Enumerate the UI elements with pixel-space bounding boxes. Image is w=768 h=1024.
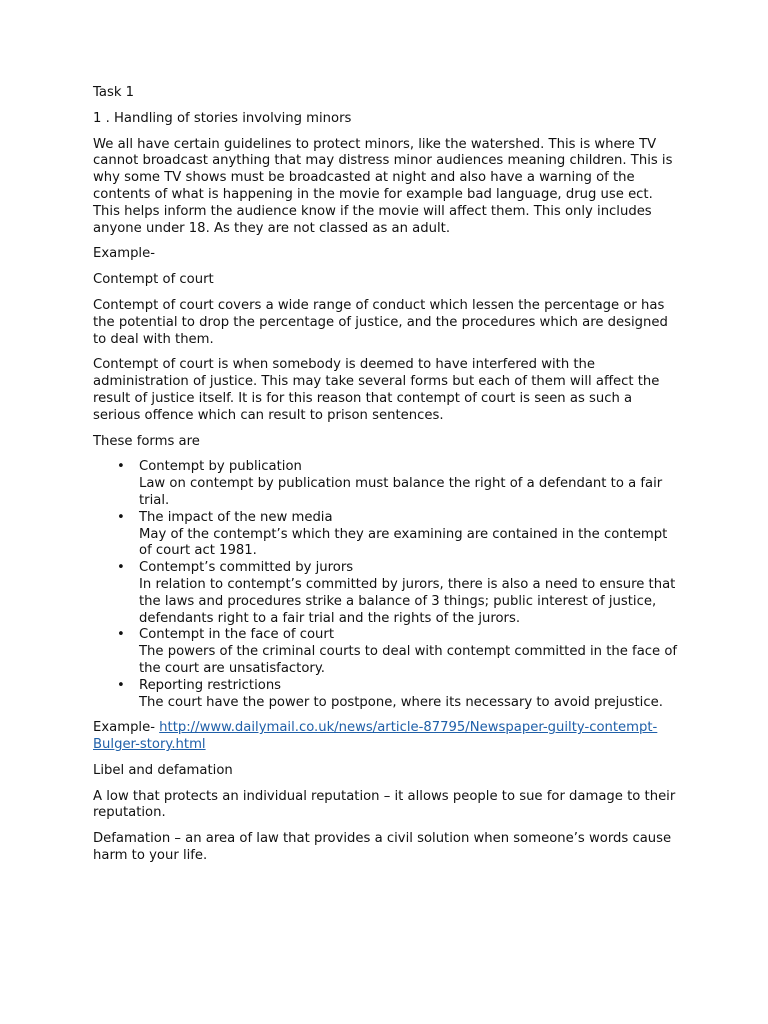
- example-label: Example-: [93, 246, 155, 262]
- article-link[interactable]: http://www.dailymail.co.uk/news/article-87795/Newspaper-guilty-contempt-Bulger-story.html: [93, 720, 658, 753]
- libel-paragraph-1: A low that protects an individual reputation – it allows people to sue for damage to their reputation.: [93, 788, 676, 821]
- section1-heading: 1 . Handling of stories involving minors: [93, 110, 352, 126]
- form-title: Contempt by publication: [139, 459, 302, 475]
- form-title: Contempt in the face of court: [139, 627, 334, 643]
- list-item: [117, 509, 683, 560]
- list-item: [117, 677, 683, 712]
- form-description: In relation to contempt’s committed by jurors, there is also a need to ensure that the laws and procedures strike a balance of 3 things; public interest of justice, defendants right to a fair trial and the rights of the jurors.: [139, 576, 676, 626]
- list-item: [117, 627, 683, 677]
- form-title: Contempt’s committed by jurors: [139, 560, 354, 576]
- contempt-paragraph-2: Contempt of court is when somebody is deemed to have interfered with the administration of justice. This may take several forms but each of them will affect the result of justice itself. It is for this reason that contempt of court is seen as such a serious offence which can result to prison sentences.: [93, 357, 660, 423]
- libel-heading: Libel and defamation: [93, 762, 233, 778]
- forms-list: [93, 459, 683, 711]
- libel-paragraph-2: Defamation – an area of law that provides a civil solution when someone’s words cause harm to your life.: [93, 831, 672, 864]
- bullet-icon: •: [117, 459, 125, 475]
- example-prefix: Example-: [93, 720, 160, 736]
- section1-paragraph: We all have certain guidelines to protect minors, like the watershed. This is where TV cannot broadcast anything that may distress minor audiences meaning children. This is why some TV shows must be broadcasted at night and also have a warning of the contents of what is happening in the movie for example bad language, drug use ect. This helps inform the audience know if the movie will affect them. This only includes anyone under 18. As they are not classed as an adult.: [93, 136, 673, 236]
- document-page: [93, 85, 683, 874]
- form-description: The powers of the criminal courts to deal with contempt committed in the face of the court are unsatisfactory.: [139, 644, 678, 676]
- contempt-heading: Contempt of court: [93, 272, 214, 288]
- forms-intro: These forms are: [93, 433, 200, 449]
- form-description: May of the contempt’s which they are examining are contained in the contempt of court act 1981.: [139, 526, 668, 559]
- form-title: The impact of the new media: [139, 509, 333, 525]
- task-title: Task 1: [93, 85, 135, 100]
- form-description: Law on contempt by publication must balance the right of a defendant to a fair trial.: [139, 476, 663, 508]
- example-with-link: [93, 720, 683, 754]
- bullet-icon: •: [117, 509, 125, 525]
- list-item: [117, 560, 683, 627]
- list-item: [117, 459, 683, 509]
- form-title: Reporting restrictions: [139, 677, 282, 693]
- bullet-icon: •: [117, 627, 125, 643]
- contempt-paragraph-1: Contempt of court covers a wide range of conduct which lessen the percentage or has the potential to drop the percentage of justice, and the procedures which are designed to deal with them.: [93, 297, 668, 347]
- form-description: The court have the power to postpone, where its necessary to avoid prejustice.: [139, 694, 663, 710]
- bullet-icon: •: [117, 560, 125, 576]
- bullet-icon: •: [117, 677, 125, 693]
